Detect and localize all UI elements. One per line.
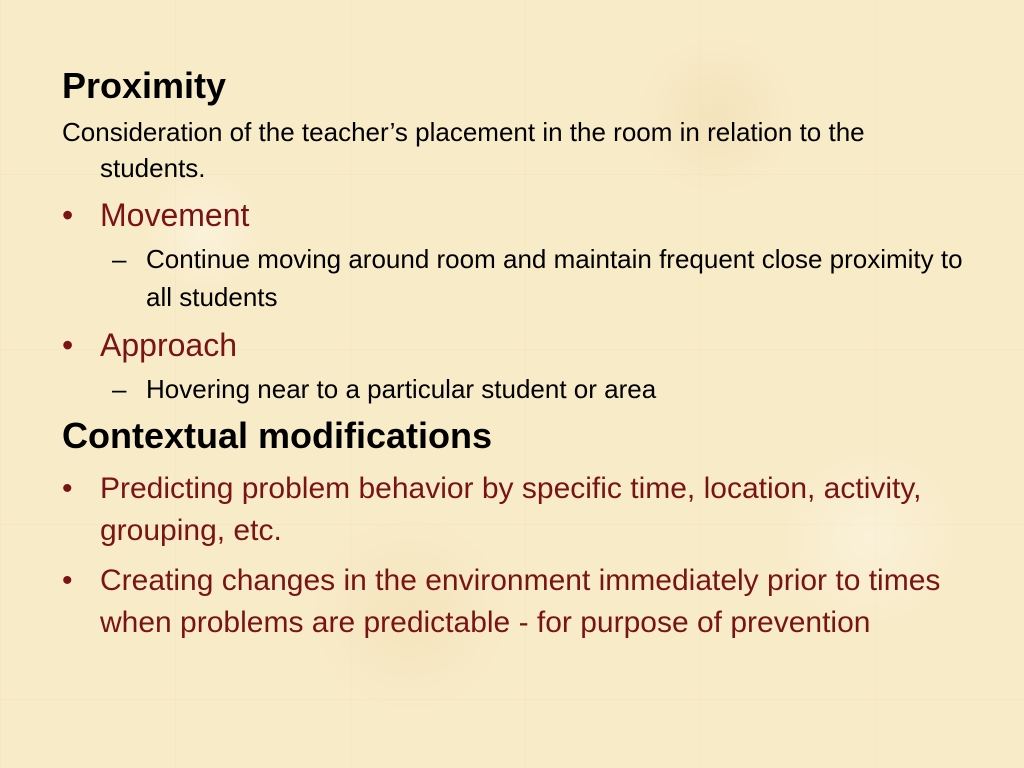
sub-bullet-text: Hovering near to a particular student or area <box>146 374 657 404</box>
bullet-marker: • <box>62 472 73 505</box>
bullet-movement <box>62 194 972 236</box>
bullet-marker: • <box>62 197 74 233</box>
proximity-intro: Consideration of the teacher’s placement in the room in relation to the students. <box>62 117 865 183</box>
sub-bullet-text: Continue moving around room and maintain frequent close proximity to all students <box>146 244 963 312</box>
sub-bullet-approach <box>62 370 972 408</box>
bullet-label: Predicting problem behavior by specific time, location, activity, grouping, etc. <box>100 472 922 547</box>
bullet-label: Creating changes in the environment immediately prior to times when problems are predictable - for purpose of prevention <box>100 564 941 639</box>
bullet-label: Approach <box>100 327 237 363</box>
bullet-predicting <box>62 468 972 552</box>
heading-proximity: Proximity <box>62 65 227 106</box>
bullet-marker: • <box>62 327 74 363</box>
dash-marker: – <box>112 244 127 274</box>
bullet-label: Movement <box>100 197 250 233</box>
bullet-marker: • <box>62 564 73 597</box>
bullet-creating-changes <box>62 560 972 644</box>
dash-marker: – <box>112 374 127 404</box>
slide-content <box>62 62 972 644</box>
heading-contextual-modifications: Contextual modifications <box>62 415 493 456</box>
sub-bullet-movement <box>62 240 972 316</box>
bullet-approach <box>62 324 972 366</box>
